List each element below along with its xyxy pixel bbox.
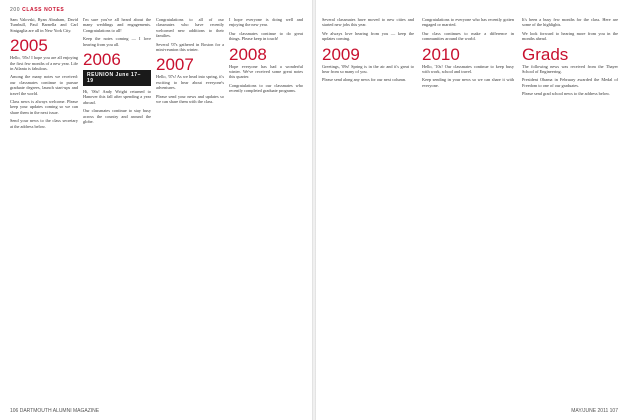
page-number: 107 [609,408,618,414]
column-3 [156,17,224,402]
note-paragraph: Please send your news and updates so we can share them with the class. [156,93,224,105]
note-paragraph: Congratulations to our classmates who recently completed graduate programs. [229,82,303,94]
class-year-heading: 2005 [10,36,48,56]
note-paragraph: Our class continues to make a difference in communities around the world. [422,30,514,42]
page-footer [10,408,99,414]
class-year-heading: 2008 [229,44,267,64]
note-paragraph: Greetings, '09s! Spring is in the air and it's great to hear from so many of you. [322,63,414,75]
note-paragraph: Among the many notes we received: our classmates continue to pursue graduate degrees, launch start-ups and travel the world. [10,74,78,96]
note-paragraph: Keep the notes coming — I love hearing from you all. [83,36,151,47]
note-paragraph: We always love hearing from you — keep the updates coming. [322,30,414,42]
column-5 [322,17,414,402]
note-paragraph: Congratulations to everyone who has recently gotten engaged or married. [422,17,514,28]
note-paragraph: Hope everyone has had a wonderful winter. We've received some great notes this quarter. [229,63,303,80]
column-7 [522,17,618,402]
note-paragraph: Hello, '10s! Our classmates continue to keep busy with work, school and travel. [422,63,514,75]
note-paragraph: Please send grad school news to the address below. [522,91,610,97]
reunion-label: REUNION [87,72,114,79]
note-paragraph: Send your news to the class secretary at the address below. [10,118,78,129]
note-paragraph: Please send along any news for our next column. [322,77,407,83]
class-year-heading: 2006 [83,50,121,70]
column-4 [229,17,303,402]
reunion-dates: June 17–19 [87,72,141,85]
note-paragraph: Hi, '06s! Andy Wright returned to Hanover this fall after spending a year abroad. [83,89,151,105]
note-paragraph: Class news is always welcome. Please keep your updates coming so we can share them in the next issue. [10,99,78,115]
note-paragraph: Congratulations to all of our classmates who have recently welcomed new additions to their families. [156,17,224,39]
publication-name: DARTMOUTH ALUMNI MAGAZINE [19,408,100,414]
class-year-heading: 2009 [322,44,360,64]
running-head-section: CLASS NOTES [22,7,65,13]
class-year-heading: 2007 [156,55,194,75]
page-number: 106 [10,408,19,414]
note-paragraph: I'm sure you've all heard about the many weddings and engagements. Congratulations to all! [83,17,151,33]
publication-date: MAY/JUNE 2011 [571,408,609,414]
right-page [316,0,628,420]
note-paragraph: We look forward to hearing more from you in the months ahead. [522,30,618,42]
note-paragraph: Several classmates have moved to new cities and started new jobs this year. [322,17,414,28]
note-paragraph: Keep sending in your news so we can share it with everyone. [422,77,514,88]
note-paragraph: It's been a busy few months for the class. Here are some of the highlights. [522,17,618,28]
note-paragraph: President Obama in February awarded the Medal of Freedom to one of our graduates. [522,77,618,88]
note-paragraph: I hope everyone is doing well and enjoying the new year. [229,17,303,28]
note-paragraph: Several '07s gathered in Boston for a mini-reunion this winter. [156,41,224,53]
reunion-badge [83,70,151,86]
running-head [10,7,64,13]
note-paragraph: Hello, '05s! I hope you are all enjoying the first few months of a new year. Life in Atlanta is fabulous. [10,55,78,72]
note-paragraph: Our classmates continue to stay busy across the country and around the globe. [83,108,151,125]
note-paragraph: Hello, '07s! As we head into spring, it's exciting to hear about everyone's adventures. [156,74,224,91]
left-page [0,0,312,420]
column-1 [10,17,78,402]
grads-note: The following news was received from the Thayer School of Engineering. [522,63,618,75]
running-head-decade: 200 [10,7,21,13]
note-paragraph: Our classmates continue to do great things. Please keep in touch! [229,30,303,42]
class-year-heading: 2010 [422,44,460,64]
intro-paragraph: Sam Valovski, Ryan Abraham, David Turnbull, Paul Barnella and Carl Sinigaglia are all in New York City. [10,17,78,33]
column-2 [83,17,151,402]
grads-heading: Grads [522,44,569,64]
page-footer [571,408,618,414]
column-6 [422,17,514,402]
